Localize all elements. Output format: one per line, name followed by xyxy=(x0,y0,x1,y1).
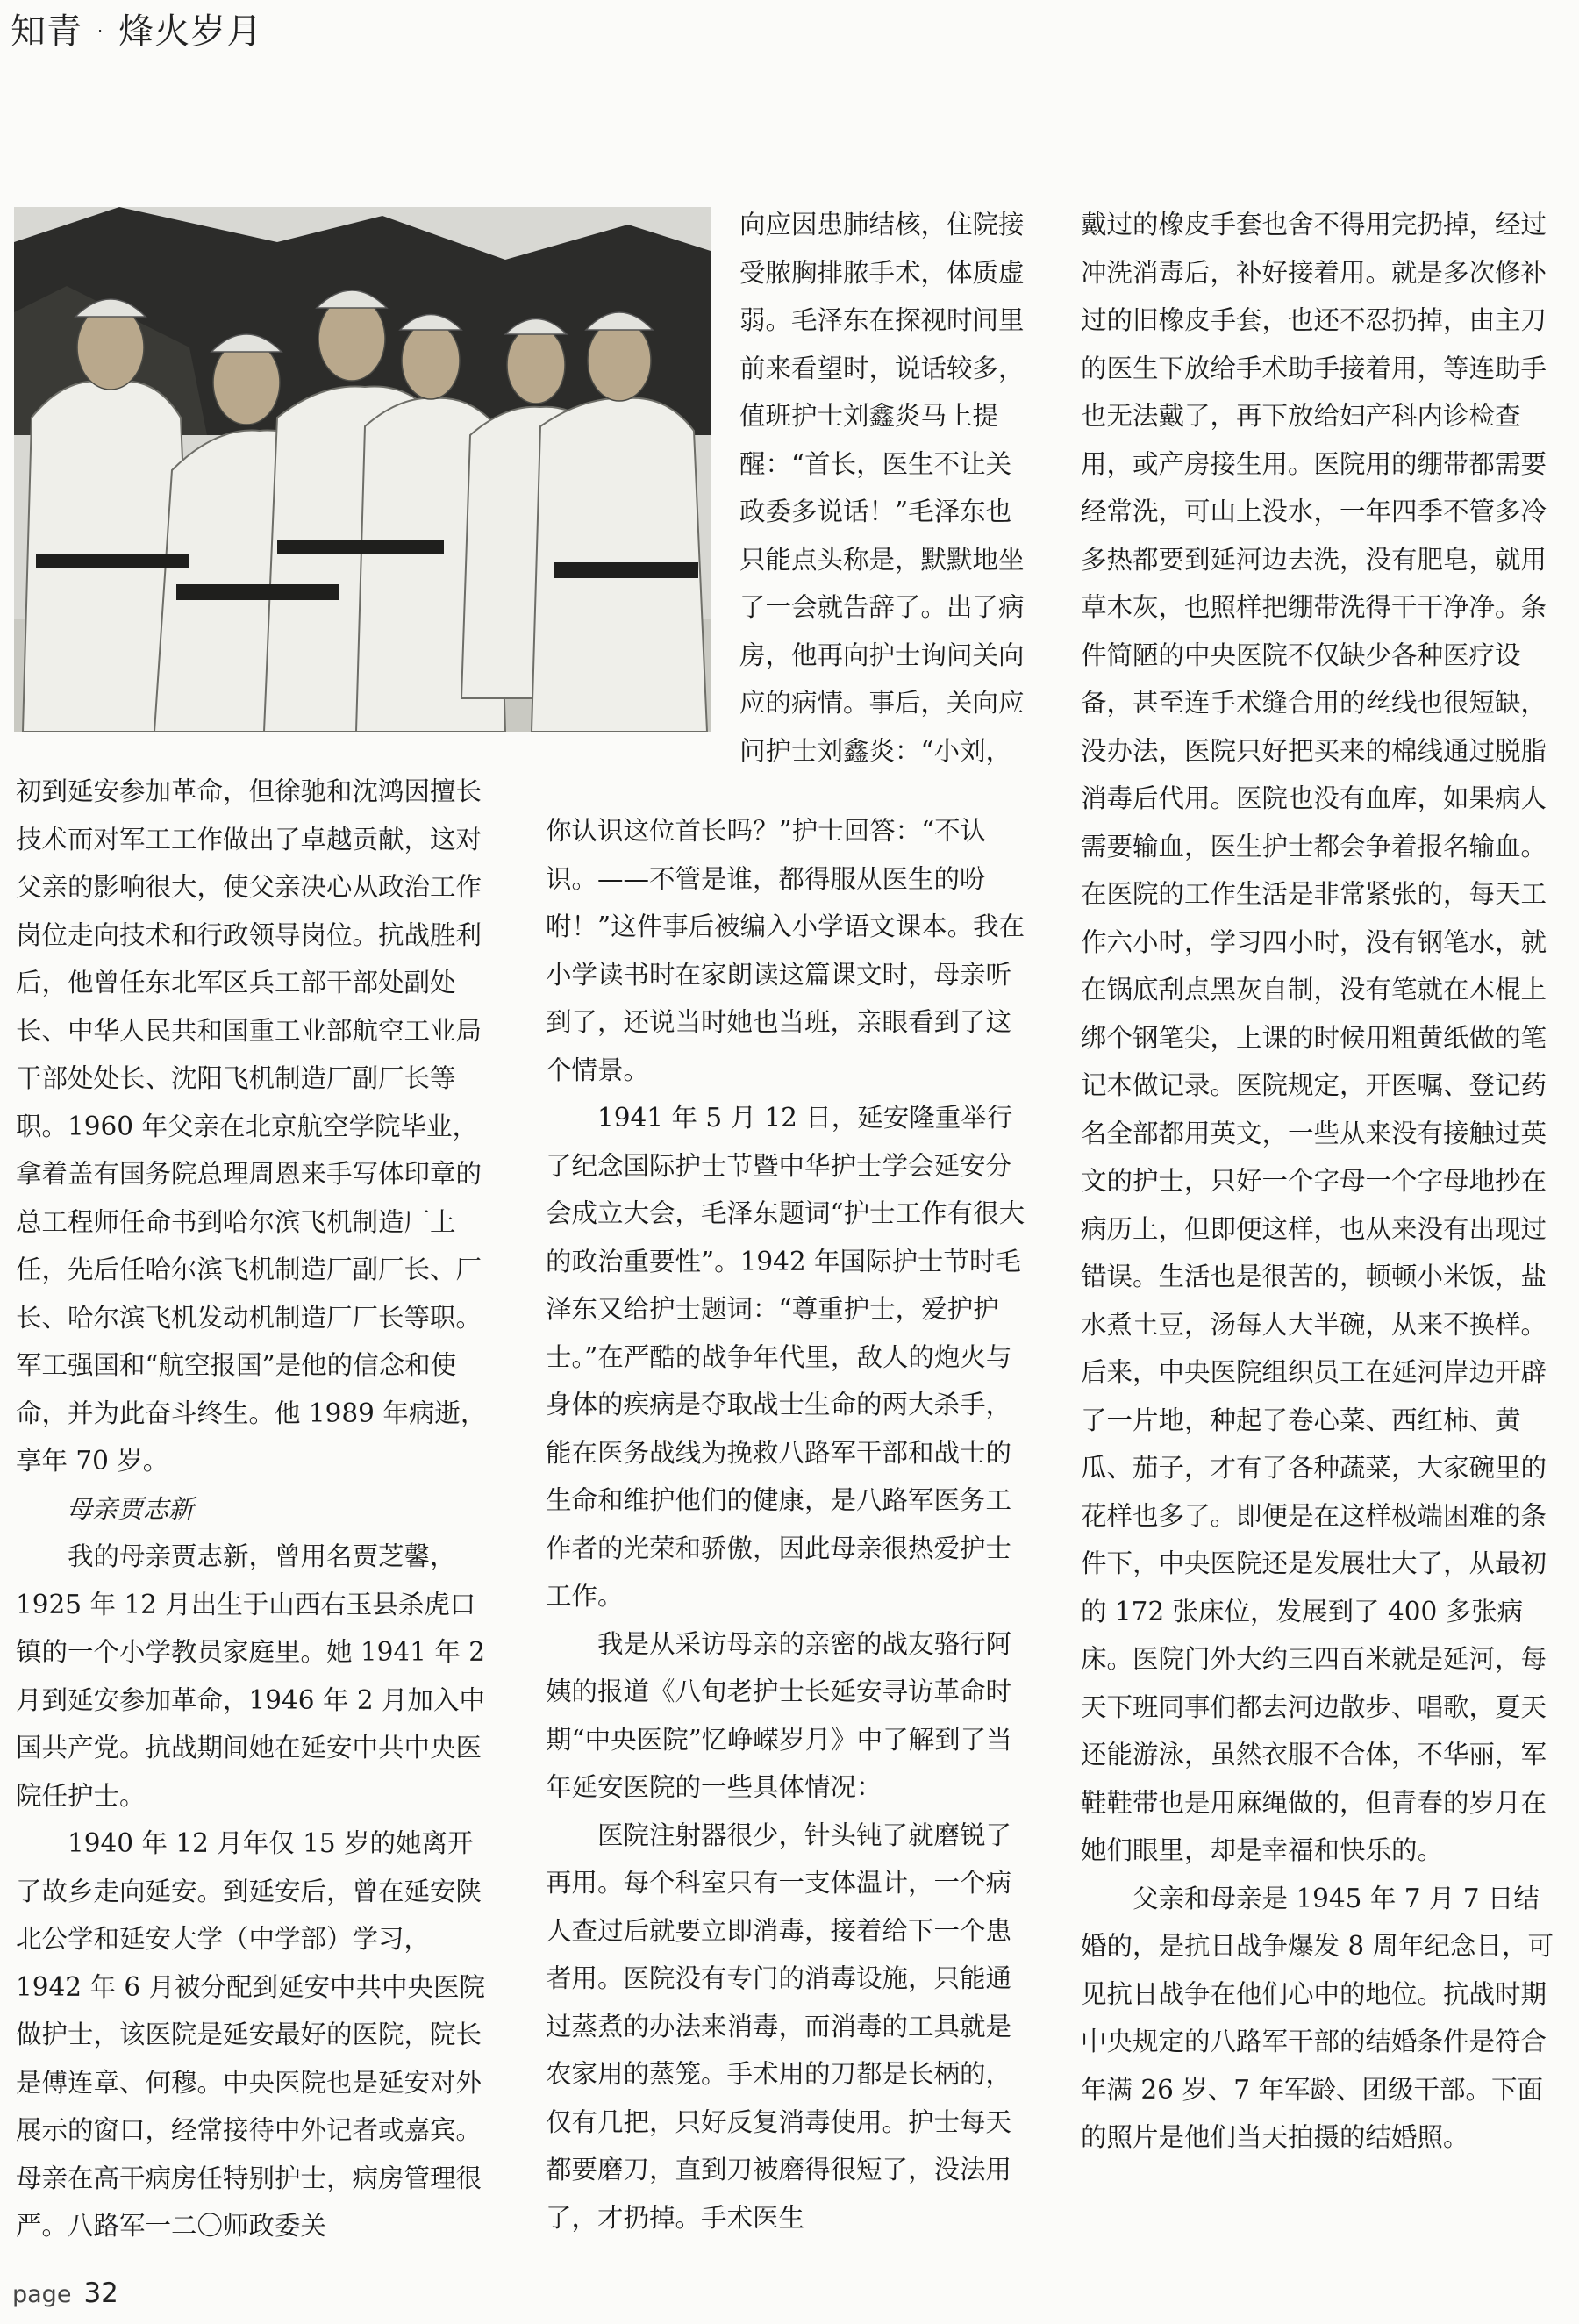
photo-illustration xyxy=(14,207,711,732)
historical-group-photo xyxy=(14,207,711,732)
paragraph: 戴过的橡皮手套也舍不得用完扔掉，经过冲洗消毒后，补好接着用。就是多次修补过的旧橡皮手套，也还不忍扔掉，由主刀的医生下放给手术助手接着用，等连助手也无法戴了，再下放给妇产科内诊检查用，或产房接生用。医院用的绷带都需要经常洗，可山上没水，一年四季不管多冷多热都要到延河边去洗，没有肥皂，就用草木灰，也照样把绷带洗得干干净净。条件简陋的中央医院不仅缺少各种医疗设备，甚至连手术缝合用的丝线也很短缺，没办法，医院只好把买来的棉线通过脱脂消毒后代用。医院也没有血库，如果病人需要输血，医生护士都会争着报名输血。在医院的工作生活是非常紧张的，每天工作六小时，学习四小时，没有钢笔水，就在锅底刮点黑灰自制，没有笔就在木棍上绑个钢笔尖，上课的时候用粗黄纸做的笔记本做记录。医院规定，开医嘱、登记药名全部都用英文，一些从来没有接触过英文的护士，只好一个字母一个字母地抄在病历上，但即便这样，也从来没有出现过错误。生活也是很苦的，顿顿小米饭，盐水煮土豆，汤每人大半碗，从来不换样。后来，中央医院组织员工在延河岸边开辟了一片地，种起了卷心菜、西红柿、黄瓜、茄子，才有了各种蔬菜，大家碗里的花样也多了。即便是在这样极端困难的条件下，中央医院还是发展壮大了，从最初的 172 张床位，发展到了 400 多张病床。医院门外大约三四百米就是延河，每天下班同事们都去河边散步、唱歌，夏天还能游泳，虽然衣服不合体，不华丽，军鞋鞋带也是用麻绳做的，但青春的岁月在她们眼里，却是幸福和快乐的。 xyxy=(1081,210,1547,1865)
section-heading: 母亲贾志新 xyxy=(67,1493,195,1524)
page-footer xyxy=(12,2278,118,2309)
paragraph: 1941 年 5 月 12 日，延安隆重举行了纪念国际护士节暨中华护士学会延安分会成立大会，毛泽东题词“护士工作有很大的政治重要性”。1942 年国际护士节时毛泽东又给护士题词：“尊重护士，爱护护士。”在严酷的战争年代里，敌人的炮火与身体的疾病是夺取战士生命的两大杀手，能在医务战线为挽救八路军干部和战士的生命和维护他们的健康，是八路军医务工作者的光荣和骄傲，因此母亲很热爱护士工作。 xyxy=(546,1103,1025,1611)
page-number: 32 xyxy=(83,2278,118,2309)
paragraph: 1940 年 12 月年仅 15 岁的她离开了故乡走向延安。到延安后，曾在延安陕北公学和延安大学（中学部）学习，1942 年 6 月被分配到延安中共中央医院做护士，该医院是延安最好的医院，院长是傅连章、何穆。中央医院也是延安对外展示的窗口，经常接待中外记者或嘉宾。母亲在高干病房任特别护士，病房管理很严。八路军一二〇师政委关 xyxy=(16,1828,485,2241)
column-2-lower xyxy=(546,807,1030,2242)
paragraph: 医院注射器很少，针头钝了就磨锐了再用。每个科室只有一支体温计，一个病人查过后就要立即消毒，接着给下一个患者用。医院没有专门的消毒设施，只能通过蒸煮的办法来消毒，而消毒的工具就是农家用的蒸笼。手术用的刀都是长柄的，仅有几把，只好反复消毒使用。护士每天都要磨刀，直到刀被磨得很短了，没法用了，才扔掉。手术医生 xyxy=(546,1820,1012,2233)
paragraph: 向应因患肺结核，住院接受脓胸排脓手术，体质虚弱。毛泽东在探视时间里前来看望时，说话较多，值班护士刘鑫炎马上提醒：“首长，医生不让关政委多说话！”毛泽东也只能点头称是，默默地坐了一会就告辞了。出了病房，他再向护士询问关向应的病情。事后，关向应问护士刘鑫炎：“小刘， xyxy=(739,210,1025,766)
page-label: page xyxy=(12,2281,72,2308)
column-3 xyxy=(1081,201,1561,2162)
paragraph: 我的母亲贾志新，曾用名贾芝馨，1925 年 12 月出生于山西右玉县杀虎口镇的一个小学教员家庭里。她 1941 年 2 月到延安参加革命，1946 年 2 月加入中国共产党。抗战期间她在延安中共中央医院任护士。 xyxy=(16,1541,485,1811)
paragraph: 我是从采访母亲的亲密的战友骆行阿姨的报道《八旬老护士长延安寻访革命时期“中央医院”忆峥嵘岁月》中了解到了当年延安医院的一些具体情况： xyxy=(546,1628,1012,1802)
paragraph: 初到延安参加革命，但徐驰和沈鸿因擅长技术而对军工工作做出了卓越贡献，这对父亲的影响很大，使父亲决心从政治工作岗位走向技术和行政领导岗位。抗战胜利后，他曾任东北军区兵工部干部处副处长、中华人民共和国重工业部航空工业局干部处处长、沈阳飞机制造厂副厂长等职。1960 年父亲在北京航空学院毕业，拿着盖有国务院总理周恩来手写体印章的总工程师任命书到哈尔滨飞机制造厂上任，先后任哈尔滨飞机制造厂副厂长、厂长、哈尔滨飞机发动机制造厂厂长等职。军工强国和“航空报国”是他的信念和使命，并为此奋斗终生。他 1989 年病逝，享年 70 岁。 xyxy=(16,776,487,1476)
column-1 xyxy=(16,768,489,2250)
magazine-section-title: 知青 · 烽火岁月 xyxy=(11,11,263,52)
column-2-upper xyxy=(739,201,1029,775)
paragraph: 父亲和母亲是 1945 年 7 月 7 日结婚的，是抗日战争爆发 8 周年纪念日，可见抗日战争在他们心中的地位。抗战时期中央规定的八路军干部的结婚条件是符合年满 26 岁、7 年军龄、团级干部。下面的照片是他们当天拍摄的结婚照。 xyxy=(1081,1883,1554,2152)
paragraph: 你认识这位首长吗？”护士回答：“不认识。——不管是谁，都得服从医生的吩咐！”这件事后被编入小学语文课本。我在小学读书时在家朗读这篇课文时，母亲听到了，还说当时她也当班，亲眼看到了这个情景。 xyxy=(546,816,1025,1085)
